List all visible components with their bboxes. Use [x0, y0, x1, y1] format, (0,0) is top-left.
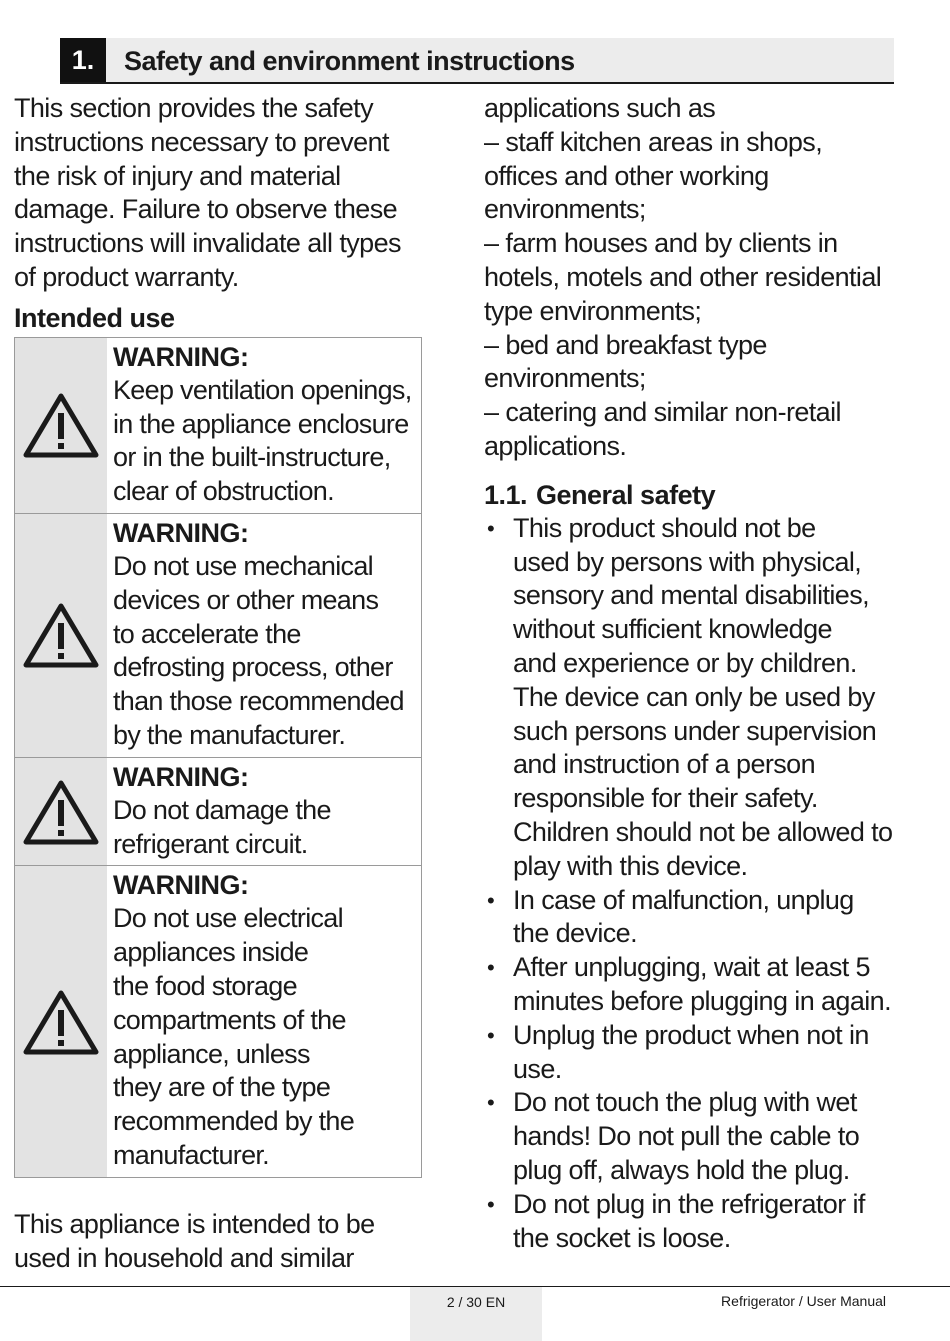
text-line: play with this device. [513, 850, 748, 881]
text-line: clear of obstruction. [113, 476, 334, 507]
closing-paragraph [14, 1208, 426, 1276]
bullet-icon: • [487, 1191, 495, 1217]
text-line: instructions necessary to prevent [14, 126, 389, 157]
section-number: 1. [60, 38, 106, 82]
text-line: and experience or by children. [513, 647, 857, 678]
text-line: offices and other working [484, 160, 769, 191]
intended-use-heading: Intended use [14, 302, 175, 333]
text-line: the socket is loose. [513, 1222, 731, 1253]
text-line: used by persons with physical, [513, 546, 862, 577]
text-line: in the appliance enclosure [113, 408, 409, 439]
text-line: and instruction of a person [513, 749, 815, 780]
warning-triangle-icon [22, 988, 100, 1056]
text-line: applications. [484, 430, 627, 461]
text-line: defrosting process, other [113, 652, 393, 683]
text-line: Do not use electrical [113, 903, 343, 934]
text-line: Do not plug in the refrigerator if [513, 1188, 865, 1219]
text-line: This section provides the safety [14, 93, 373, 123]
text-line: hands! Do not pull the cable to [513, 1121, 860, 1152]
text-line: Unplug the product when not in [513, 1019, 869, 1050]
text-line: to accelerate the [113, 618, 301, 649]
text-line: The device can only be used by [513, 681, 875, 712]
bullet-icon: • [487, 887, 495, 913]
warning-icon-cell [15, 866, 107, 1176]
text-line: manufacturer. [113, 1139, 269, 1170]
text-line: Children should not be allowed to [513, 816, 893, 847]
text-line: by the manufacturer. [113, 719, 346, 750]
safety-bullet-list [484, 512, 924, 1256]
text-line: used in household and similar [14, 1242, 354, 1273]
text-line: After unplugging, wait at least 5 [513, 952, 870, 983]
text-line: the risk of injury and material [14, 160, 341, 191]
warning-table [14, 337, 422, 1178]
list-item [484, 1188, 924, 1256]
text-line: of product warranty. [14, 261, 239, 292]
text-line: – bed and breakfast type [484, 329, 767, 360]
text-line: instructions will invalidate all types [14, 228, 401, 259]
warning-icon-cell [15, 514, 107, 757]
text-line: or in the built-instructure, [113, 442, 391, 473]
general-safety-heading [484, 478, 924, 512]
warning-text [107, 758, 421, 866]
text-line: without sufficient knowledge [513, 614, 832, 645]
section-title: Safety and environment instructions [124, 46, 575, 76]
right-column [484, 92, 924, 1255]
subsection-number: 1.1. [484, 479, 528, 510]
text-line: – farm houses and by clients in [484, 228, 838, 259]
warning-body [113, 902, 421, 1172]
continuation-paragraph [484, 92, 924, 464]
list-item [484, 1086, 924, 1187]
list-item [484, 512, 924, 884]
list-item [484, 1019, 924, 1087]
text-line: Do not use mechanical [113, 550, 373, 581]
warning-title: WARNING: [113, 761, 249, 792]
text-line: refrigerant circuit. [113, 828, 308, 859]
text-line: In case of malfunction, unplug [513, 884, 854, 915]
bullet-icon: • [487, 955, 495, 981]
text-line: use. [513, 1053, 562, 1084]
text-line: recommended by the [113, 1106, 355, 1137]
text-line: compartments of the [113, 1004, 346, 1035]
text-line: appliances inside [113, 937, 309, 968]
text-line: Do not touch the plug with wet [513, 1087, 857, 1118]
text-line: – staff kitchen areas in shops, [484, 126, 823, 157]
warning-triangle-icon [22, 778, 100, 846]
warning-text [107, 338, 421, 513]
warning-body [113, 550, 421, 753]
warning-row [15, 338, 421, 513]
text-line: applications such as [484, 93, 716, 123]
warning-row [15, 757, 421, 866]
warning-triangle-icon [22, 601, 100, 669]
text-line: such persons under supervision [513, 715, 877, 746]
warning-text [107, 514, 421, 757]
text-line: hotels, motels and other residential [484, 261, 882, 292]
text-line: the food storage [113, 970, 297, 1001]
warning-icon-cell [15, 338, 107, 513]
text-line: responsible for their safety. [513, 783, 818, 814]
bullet-icon: • [487, 1090, 495, 1116]
text-line: minutes before plugging in again. [513, 985, 891, 1016]
text-line: Do not damage the [113, 794, 331, 825]
document-title: Refrigerator / User Manual [721, 1293, 886, 1309]
warning-title: WARNING: [113, 341, 249, 372]
warning-icon-cell [15, 758, 107, 866]
warning-row [15, 865, 421, 1176]
text-line: environments; [484, 363, 646, 394]
bullet-icon: • [487, 515, 495, 541]
text-line: sensory and mental disabilities, [513, 580, 869, 611]
text-line: Keep ventilation openings, [113, 374, 412, 405]
list-item [484, 951, 924, 1019]
warning-triangle-icon [22, 391, 100, 459]
page-number: 2 / 30 EN [410, 1287, 542, 1341]
text-line: appliance, unless [113, 1038, 310, 1069]
text-line: environments; [484, 194, 646, 225]
list-item [484, 884, 924, 952]
text-line: plug off, always hold the plug. [513, 1154, 850, 1185]
left-column [14, 92, 426, 1275]
warning-title: WARNING: [113, 517, 249, 548]
text-line: they are of the type [113, 1072, 331, 1103]
bullet-icon: • [487, 1022, 495, 1048]
text-line: This product should not be [513, 512, 816, 543]
section-header [60, 38, 894, 84]
text-line: than those recommended [113, 686, 404, 717]
text-line: devices or other means [113, 584, 379, 615]
warning-title: WARNING: [113, 870, 249, 901]
text-line: damage. Failure to observe these [14, 194, 398, 225]
warning-body [113, 374, 421, 509]
warning-text [107, 866, 421, 1176]
text-line: the device. [513, 918, 637, 949]
text-line: – catering and similar non-retail [484, 397, 841, 428]
intro-paragraph [14, 92, 426, 295]
warning-row [15, 513, 421, 757]
subsection-title: General safety [536, 479, 716, 510]
text-line: This appliance is intended to be [14, 1208, 375, 1239]
warning-body [113, 794, 421, 862]
text-line: type environments; [484, 295, 702, 326]
